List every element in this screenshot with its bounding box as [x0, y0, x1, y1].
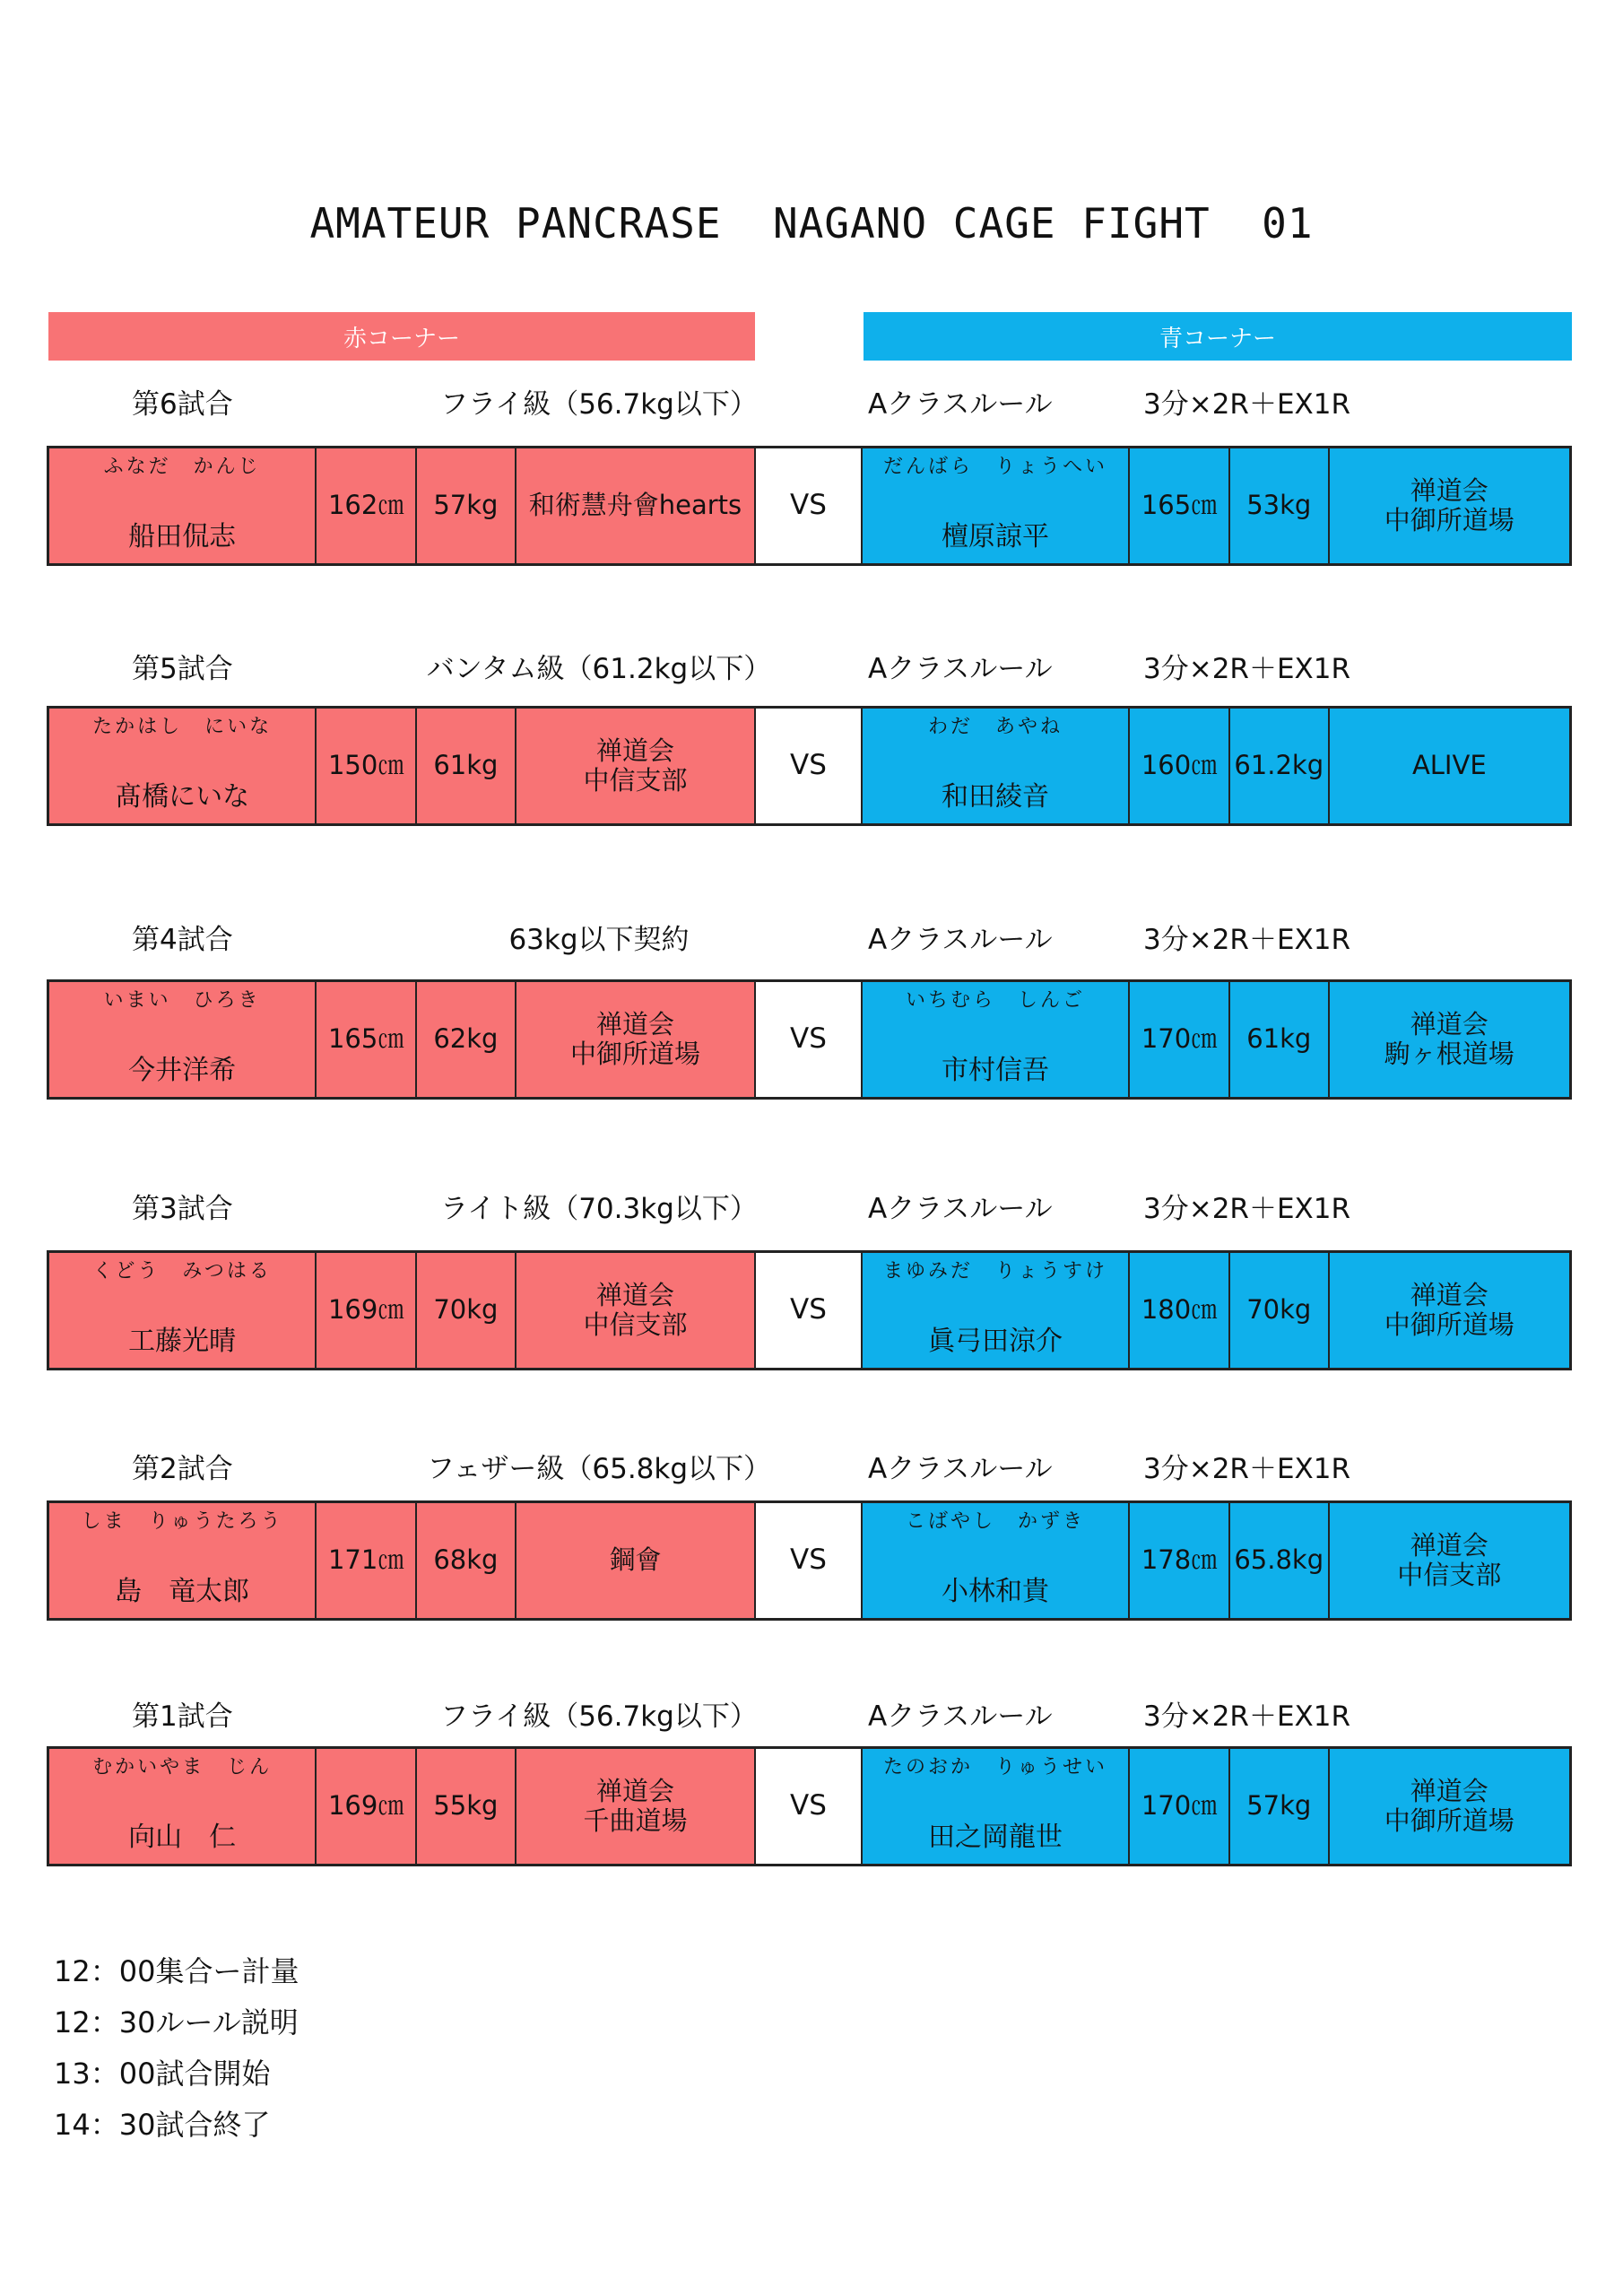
round-time: 3分×2R＋EX1R	[1143, 1193, 1351, 1225]
rule-label: Aクラスルール	[868, 1193, 1053, 1225]
blue-fighter-height: 160㎝	[1130, 709, 1230, 823]
blue-gym-line: 中御所道場	[1384, 1309, 1515, 1340]
round-time: 3分×2R＋EX1R	[1143, 924, 1351, 956]
blue-fighter-kana: いちむら しんご	[906, 989, 1086, 1012]
red-fighter-height: 169㎝	[317, 1749, 417, 1864]
blue-fighter-gym	[1330, 1503, 1569, 1618]
round-time: 3分×2R＋EX1R	[1143, 1700, 1351, 1733]
bout-info	[0, 1446, 1623, 1491]
red-gym-line: 和術慧舟會hearts	[528, 490, 742, 521]
weight-class: フェザー級（65.8kg以下）	[426, 1453, 772, 1485]
blue-gym-line: 中御所道場	[1384, 505, 1515, 535]
bout-info	[0, 381, 1623, 426]
rule-label: Aクラスルール	[868, 653, 1053, 685]
red-fighter-name-cell	[49, 1749, 317, 1864]
blue-fighter-gym	[1330, 709, 1569, 823]
blue-fighter-kana: まゆみだ りょうすけ	[883, 1260, 1108, 1283]
blue-fighter-name-cell	[863, 982, 1130, 1097]
blue-fighter-name-cell	[863, 709, 1130, 823]
red-fighter-gym	[516, 1503, 756, 1618]
red-fighter-kana: くどう みつはる	[92, 1260, 272, 1283]
red-fighter-kana: たかはし にいな	[92, 716, 273, 738]
red-fighter-height: 162㎝	[317, 448, 417, 563]
bout-number: 第1試合	[132, 1700, 233, 1733]
weight-class: 63kg以下契約	[508, 924, 690, 956]
bout-number: 第4試合	[132, 924, 233, 956]
vs-label: VS	[756, 448, 863, 563]
blue-fighter-height: 165㎝	[1130, 448, 1230, 563]
bout-info	[0, 1186, 1623, 1231]
red-fighter-name-cell	[49, 982, 317, 1097]
red-fighter-name: 工藤光晴	[128, 1325, 237, 1357]
round-time: 3分×2R＋EX1R	[1143, 388, 1351, 421]
blue-gym-line: 禅道会	[1410, 1279, 1488, 1310]
blue-fighter-gym	[1330, 448, 1569, 563]
blue-fighter-gym	[1330, 1749, 1569, 1864]
red-fighter-kana: いまい ひろき	[103, 989, 261, 1012]
blue-fighter-weight: 53kg	[1230, 448, 1330, 563]
blue-fighter-name: 檀原諒平	[942, 520, 1049, 552]
bout-row	[47, 446, 1572, 566]
red-gym-line: 千曲道場	[583, 1805, 688, 1836]
bout-row	[47, 979, 1572, 1100]
bout-number: 第3試合	[132, 1193, 233, 1225]
red-fighter-weight: 70kg	[417, 1253, 516, 1368]
weight-class: フライ級（56.7kg以下）	[440, 388, 758, 421]
rule-label: Aクラスルール	[868, 924, 1053, 956]
blue-fighter-kana: だんばら りょうへい	[883, 456, 1108, 478]
schedule-item: 14：30試合終了	[54, 2108, 271, 2142]
blue-fighter-gym	[1330, 1253, 1569, 1368]
blue-fighter-height: 178㎝	[1130, 1503, 1230, 1618]
red-gym-line: 中信支部	[583, 765, 688, 796]
round-time: 3分×2R＋EX1R	[1143, 653, 1351, 685]
schedule-item: 12：30ルール説明	[54, 2005, 299, 2039]
weight-class: フライ級（56.7kg以下）	[440, 1700, 758, 1733]
blue-fighter-name: 眞弓田涼介	[928, 1325, 1063, 1357]
red-fighter-name: 島 竜太郎	[115, 1575, 250, 1607]
blue-fighter-name-cell	[863, 448, 1130, 563]
red-corner-header: 赤コーナー	[48, 312, 755, 361]
blue-fighter-weight: 61kg	[1230, 982, 1330, 1097]
blue-gym-line: 禅道会	[1410, 474, 1488, 506]
red-fighter-weight: 57kg	[417, 448, 516, 563]
red-gym-line: 禅道会	[595, 1008, 674, 1039]
red-fighter-gym	[516, 1749, 756, 1864]
blue-fighter-kana: たのおか りゅうせい	[883, 1756, 1108, 1779]
bout-info	[0, 917, 1623, 961]
red-fighter-kana: しま りゅうたろう	[81, 1510, 283, 1533]
blue-gym-line: ALIVE	[1411, 750, 1487, 781]
weight-class: ライト級（70.3kg以下）	[440, 1193, 758, 1225]
red-gym-line: 禅道会	[595, 735, 674, 766]
vs-label: VS	[756, 982, 863, 1097]
bout-number: 第5試合	[132, 653, 233, 685]
bout-info	[0, 1693, 1623, 1738]
blue-fighter-kana: こばやし かずき	[906, 1510, 1086, 1533]
red-fighter-name-cell	[49, 709, 317, 823]
red-fighter-gym	[516, 709, 756, 823]
blue-fighter-name: 田之岡龍世	[928, 1821, 1063, 1853]
blue-fighter-gym	[1330, 982, 1569, 1097]
bout-info	[0, 646, 1623, 691]
blue-fighter-name: 市村信吾	[942, 1054, 1049, 1086]
blue-gym-line: 駒ヶ根道場	[1384, 1039, 1515, 1069]
vs-label: VS	[756, 709, 863, 823]
red-fighter-weight: 62kg	[417, 982, 516, 1097]
red-fighter-kana: むかいやま じん	[92, 1756, 273, 1779]
red-fighter-gym	[516, 982, 756, 1097]
round-time: 3分×2R＋EX1R	[1143, 1453, 1351, 1485]
blue-fighter-height: 170㎝	[1130, 982, 1230, 1097]
red-fighter-kana: ふなだ かんじ	[103, 456, 261, 478]
red-fighter-height: 169㎝	[317, 1253, 417, 1368]
rule-label: Aクラスルール	[868, 1453, 1053, 1485]
blue-gym-line: 中御所道場	[1384, 1805, 1515, 1836]
blue-fighter-name-cell	[863, 1253, 1130, 1368]
bout-row	[47, 706, 1572, 826]
red-gym-line: 禅道会	[595, 1279, 674, 1310]
blue-fighter-name: 小林和貴	[942, 1575, 1049, 1607]
red-fighter-weight: 55kg	[417, 1749, 516, 1864]
blue-gym-line: 中信支部	[1397, 1560, 1502, 1590]
blue-gym-line: 禅道会	[1410, 1008, 1488, 1039]
red-fighter-name-cell	[49, 1253, 317, 1368]
bout-number: 第6試合	[132, 388, 233, 421]
red-fighter-name-cell	[49, 1503, 317, 1618]
blue-fighter-kana: わだ あやね	[928, 716, 1063, 738]
blue-fighter-name-cell	[863, 1503, 1130, 1618]
red-fighter-weight: 68kg	[417, 1503, 516, 1618]
schedule-item: 13：00試合開始	[54, 2057, 271, 2091]
red-fighter-name: 向山 仁	[128, 1821, 237, 1853]
blue-fighter-weight: 70kg	[1230, 1253, 1330, 1368]
blue-fighter-height: 180㎝	[1130, 1253, 1230, 1368]
red-fighter-name: 今井洋希	[128, 1054, 237, 1086]
bout-row	[47, 1746, 1572, 1866]
rule-label: Aクラスルール	[868, 388, 1053, 421]
rule-label: Aクラスルール	[868, 1700, 1053, 1733]
schedule-list	[54, 1946, 299, 2151]
blue-fighter-weight: 61.2kg	[1230, 709, 1330, 823]
blue-corner-header: 青コーナー	[864, 312, 1572, 361]
red-fighter-height: 150㎝	[317, 709, 417, 823]
red-fighter-gym	[516, 448, 756, 563]
vs-label: VS	[756, 1749, 863, 1864]
blue-fighter-weight: 65.8kg	[1230, 1503, 1330, 1618]
red-fighter-name: 船田侃志	[128, 520, 237, 552]
red-fighter-name-cell	[49, 448, 317, 563]
bout-number: 第2試合	[132, 1453, 233, 1485]
blue-fighter-height: 170㎝	[1130, 1749, 1230, 1864]
red-fighter-name: 髙橋にいな	[115, 780, 250, 813]
bout-row	[47, 1250, 1572, 1370]
red-fighter-height: 165㎝	[317, 982, 417, 1097]
red-gym-line: 中信支部	[583, 1309, 688, 1340]
red-gym-line: 鋼會	[609, 1544, 662, 1576]
red-fighter-weight: 61kg	[417, 709, 516, 823]
weight-class: バンタム級（61.2kg以下）	[426, 653, 772, 685]
red-gym-line: 中御所道場	[569, 1039, 700, 1069]
vs-label: VS	[756, 1253, 863, 1368]
page-title: AMATEUR PANCRASE NAGANO CAGE FIGHT 01	[309, 199, 1314, 248]
bout-row	[47, 1500, 1572, 1621]
red-gym-line: 禅道会	[595, 1775, 674, 1806]
red-fighter-height: 171㎝	[317, 1503, 417, 1618]
blue-fighter-weight: 57kg	[1230, 1749, 1330, 1864]
blue-fighter-name: 和田綾音	[942, 780, 1049, 813]
blue-gym-line: 禅道会	[1410, 1529, 1488, 1561]
blue-gym-line: 禅道会	[1410, 1775, 1488, 1806]
red-fighter-gym	[516, 1253, 756, 1368]
schedule-item: 12：00集合ー計量	[54, 1954, 299, 1988]
blue-fighter-name-cell	[863, 1749, 1130, 1864]
vs-label: VS	[756, 1503, 863, 1618]
